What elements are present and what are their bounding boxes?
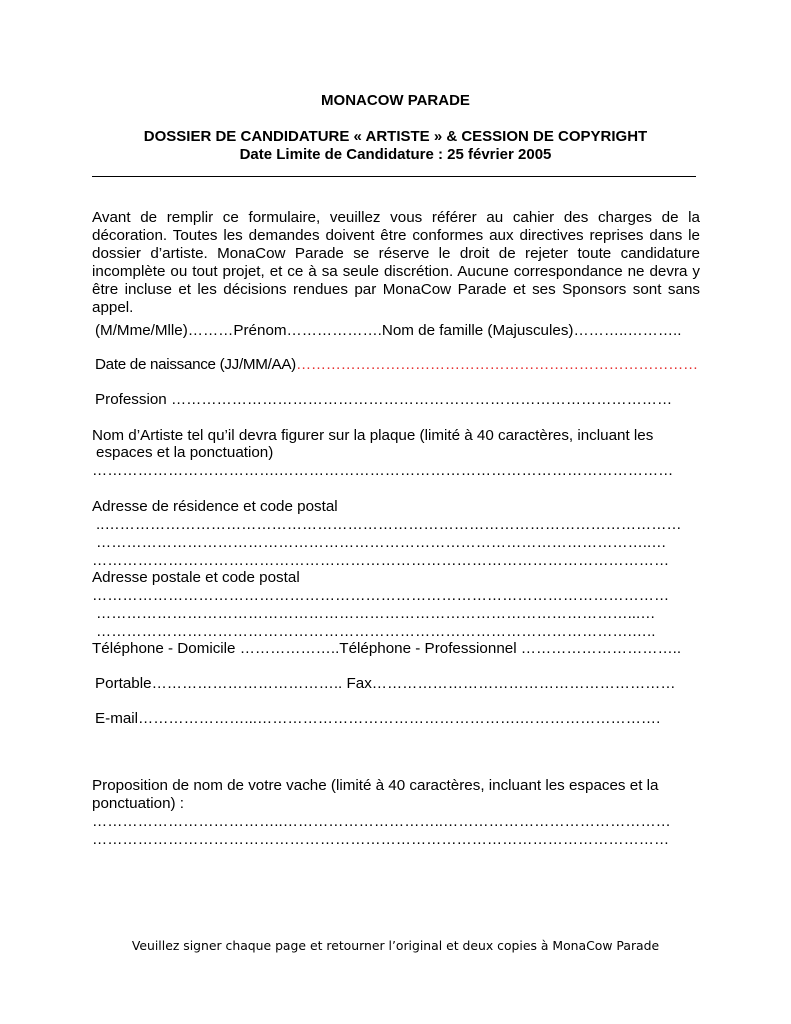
name-field-line: (M/Mme/Mlle)………Prénom……………….Nom de famille (Majuscules)………..………..	[95, 322, 682, 339]
birth-date-field	[95, 356, 698, 373]
postal-address-label: Adresse postale et code postal	[92, 569, 300, 586]
mobile-fax-field-line: Portable……………………………….. Fax……………………………………………………	[95, 675, 676, 692]
phone-field-line: Téléphone - Domicile ………………..Téléphone - Professionnel …………………………..	[92, 640, 682, 657]
residence-dots-2: ………………………………………………………………………………………………..…	[96, 534, 667, 551]
document-subtitle: DOSSIER DE CANDIDATURE « ARTISTE » & CESSION DE COPYRIGHT	[143, 128, 648, 145]
intro-paragraph: Avant de remplir ce formulaire, veuillez vous référer au cahier des charges de la décoration. Toutes les demandes doivent être conformes aux directives reprises dans le dossier d’artiste. MonaCow Parade se réserve le droit de rejeter toute candidature incomplète ou tout projet, et ce à sa seule discrétion. Aucune correspondance ne devra y être incluse et les décisions rendues par MonaCow Parade et ses Sponsors sont sans appel.	[92, 209, 700, 316]
profession-field-line: Profession ………………………………………………………………………………………	[95, 391, 673, 408]
artist-name-label-line-2: espaces et la ponctuation)	[96, 444, 274, 461]
cow-name-label-line-1: Proposition de nom de votre vache (limité à 40 caractères, incluant les espaces et la	[92, 777, 659, 794]
birth-date-label: Date de naissance (JJ/MM/AA)	[95, 356, 296, 373]
cow-name-dots-1: ………………………………..…………………………..………………………………………	[92, 813, 671, 830]
cow-name-label-line-2: ponctuation) :	[92, 795, 185, 812]
postal-dots-1: ……………………………………………………………………………………………………	[92, 587, 670, 604]
footer-note: Veuillez signer chaque page et retourner l’original et deux copies à MonaCow Parade	[131, 938, 660, 953]
cow-name-dots-2: ……………………………………………………………………………………………………	[92, 831, 670, 848]
residence-dots-1: ..……………………………………………………………………………………………………	[96, 516, 682, 533]
email-field-line: E-mail…………………...…………………………………………….……………………….	[95, 710, 661, 727]
document-title: MONACOW PARADE	[321, 92, 470, 109]
artist-name-label-line-1: Nom d’Artiste tel qu’il devra figurer sur la plaque (limité à 40 caractères, incluant les	[92, 427, 654, 444]
postal-dots-2: ……………………………………………………………………………………………...…	[96, 605, 656, 622]
deadline: Date Limite de Candidature : 25 février 2005	[239, 146, 552, 163]
birth-date-dots: ………………………………………………………………………	[295, 356, 698, 373]
postal-dots-3: …………………………………………………………………………………………….…..	[96, 623, 656, 640]
residence-dots-3: ……………………………………………………………………………………………………	[92, 552, 670, 569]
residence-address-label: Adresse de résidence et code postal	[92, 498, 338, 515]
artist-name-dots: ……………………………….……………………………………………………………………	[92, 462, 674, 479]
header-divider	[92, 176, 696, 177]
